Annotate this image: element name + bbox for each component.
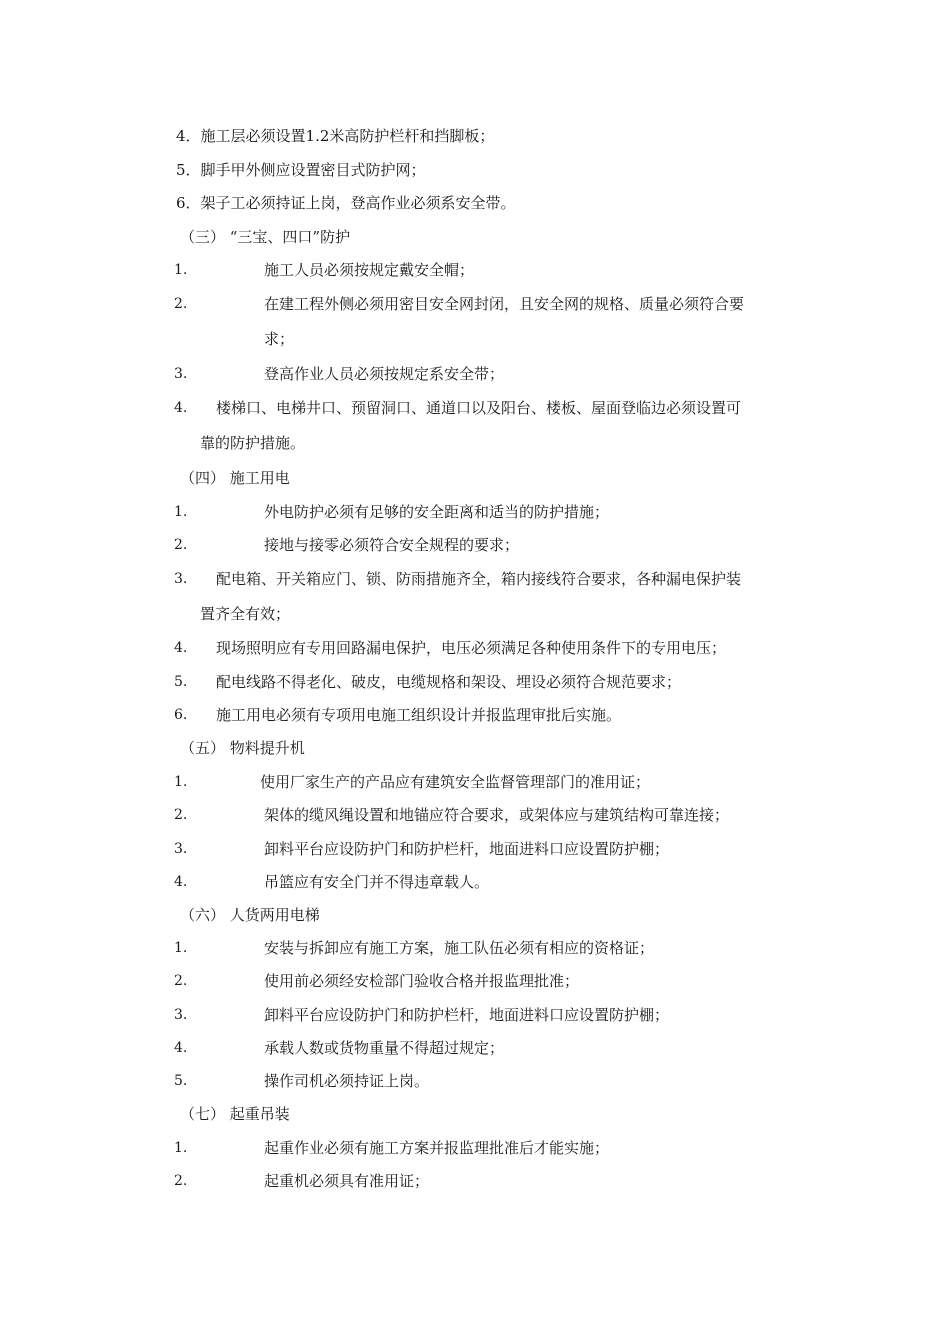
- item-text: 施工用电必须有专项用电施工组织设计并报监理审批后实施。: [216, 706, 622, 724]
- item-text: 起重作业必须有施工方案并报监理批准后才能实施；: [264, 1139, 610, 1157]
- item-text: 承载人数或货物重量不得超过规定；: [264, 1039, 505, 1057]
- item-number: 5．: [176, 161, 201, 179]
- item-text: 架子工必须持证上岗，登高作业必须系安全带。: [200, 194, 516, 212]
- item-text-continuation: 求；: [264, 330, 295, 348]
- item-text: 接地与接零必须符合安全规程的要求；: [264, 536, 520, 554]
- item-number: 1.: [174, 940, 188, 956]
- item-number: 3.: [174, 841, 188, 857]
- item-text: 登高作业人员必须按规定系安全带；: [264, 365, 505, 383]
- item-number: 2.: [174, 807, 188, 823]
- section-heading: （七） 起重吊装: [180, 1105, 290, 1123]
- item-text: 卸料平台应设防护门和防护栏杆，地面进料口应设置防护棚；: [264, 1006, 670, 1024]
- item-text: 使用厂家生产的产品应有建筑安全监督管理部门的准用证；: [260, 773, 651, 791]
- item-number: 3.: [174, 1007, 188, 1023]
- item-text: 施工人员必须按规定戴安全帽；: [264, 261, 475, 279]
- item-number: 1.: [174, 262, 188, 278]
- item-text: 安装与拆卸应有施工方案，施工队伍必须有相应的资格证；: [264, 939, 655, 957]
- item-number: 4．: [176, 127, 201, 145]
- list-item: [176, 160, 426, 180]
- item-number: 2.: [174, 1173, 188, 1189]
- item-number: 4.: [174, 874, 188, 890]
- item-number: 5.: [174, 1073, 188, 1089]
- item-text: 脚手甲外侧应设置密目式防护网；: [200, 161, 426, 179]
- item-text: 在建工程外侧必须用密目安全网封闭，且安全网的规格、质量必须符合要: [264, 295, 745, 313]
- item-text: 使用前必须经安检部门验收合格并报监理批准；: [264, 972, 580, 990]
- section-heading: （三） “三宝、四口”防护: [180, 228, 351, 246]
- section-heading: （六） 人货两用电梯: [180, 906, 320, 924]
- item-number: 2.: [174, 296, 188, 312]
- item-text: 楼梯口、电梯井口、预留洞口、通道口以及阳台、楼板、屋面登临边必须设置可: [216, 399, 742, 417]
- item-text: 施工层必须设置1.2米高防护栏杆和挡脚板；: [200, 127, 495, 145]
- item-number: 1.: [174, 504, 188, 520]
- item-text: 吊篮应有安全门并不得违章载人。: [264, 873, 490, 891]
- item-text: 起重机必须具有准用证；: [264, 1172, 430, 1190]
- item-text-continuation: 靠的防护措施。: [200, 434, 306, 452]
- item-text: 配电线路不得老化、破皮，电缆规格和架设、埋设必须符合规范要求；: [216, 673, 682, 691]
- item-number: 5.: [174, 674, 188, 690]
- item-number: 4.: [174, 1040, 188, 1056]
- item-text: 操作司机必须持证上岗。: [264, 1072, 430, 1090]
- item-number: 4.: [174, 640, 188, 656]
- section-heading: （五） 物料提升机: [180, 739, 305, 757]
- item-number: 1.: [174, 1140, 188, 1156]
- item-text: 卸料平台应设防护门和防护栏杆，地面进料口应设置防护棚；: [264, 840, 670, 858]
- list-item: [176, 193, 516, 213]
- item-number: 1.: [174, 774, 188, 790]
- item-text: 架体的缆风绳设置和地锚应符合要求，或架体应与建筑结构可靠连接；: [264, 806, 730, 824]
- item-text-continuation: 置齐全有效；: [200, 605, 291, 623]
- item-number: 2.: [174, 973, 188, 989]
- item-number: 3.: [174, 571, 188, 587]
- item-text: 现场照明应有专用回路漏电保护，电压必须满足各种使用条件下的专用电压；: [216, 639, 727, 657]
- item-text: 配电箱、开关箱应门、锁、防雨措施齐全，箱内接线符合要求，各种漏电保护装: [216, 570, 742, 588]
- list-item: [176, 126, 494, 146]
- item-number: 3.: [174, 366, 188, 382]
- item-text: 外电防护必须有足够的安全距离和适当的防护措施；: [264, 503, 610, 521]
- item-number: 2.: [174, 537, 188, 553]
- item-number: 6.: [174, 707, 188, 723]
- section-heading: （四） 施工用电: [180, 469, 290, 487]
- item-number: 6．: [176, 194, 201, 212]
- item-number: 4.: [174, 400, 188, 416]
